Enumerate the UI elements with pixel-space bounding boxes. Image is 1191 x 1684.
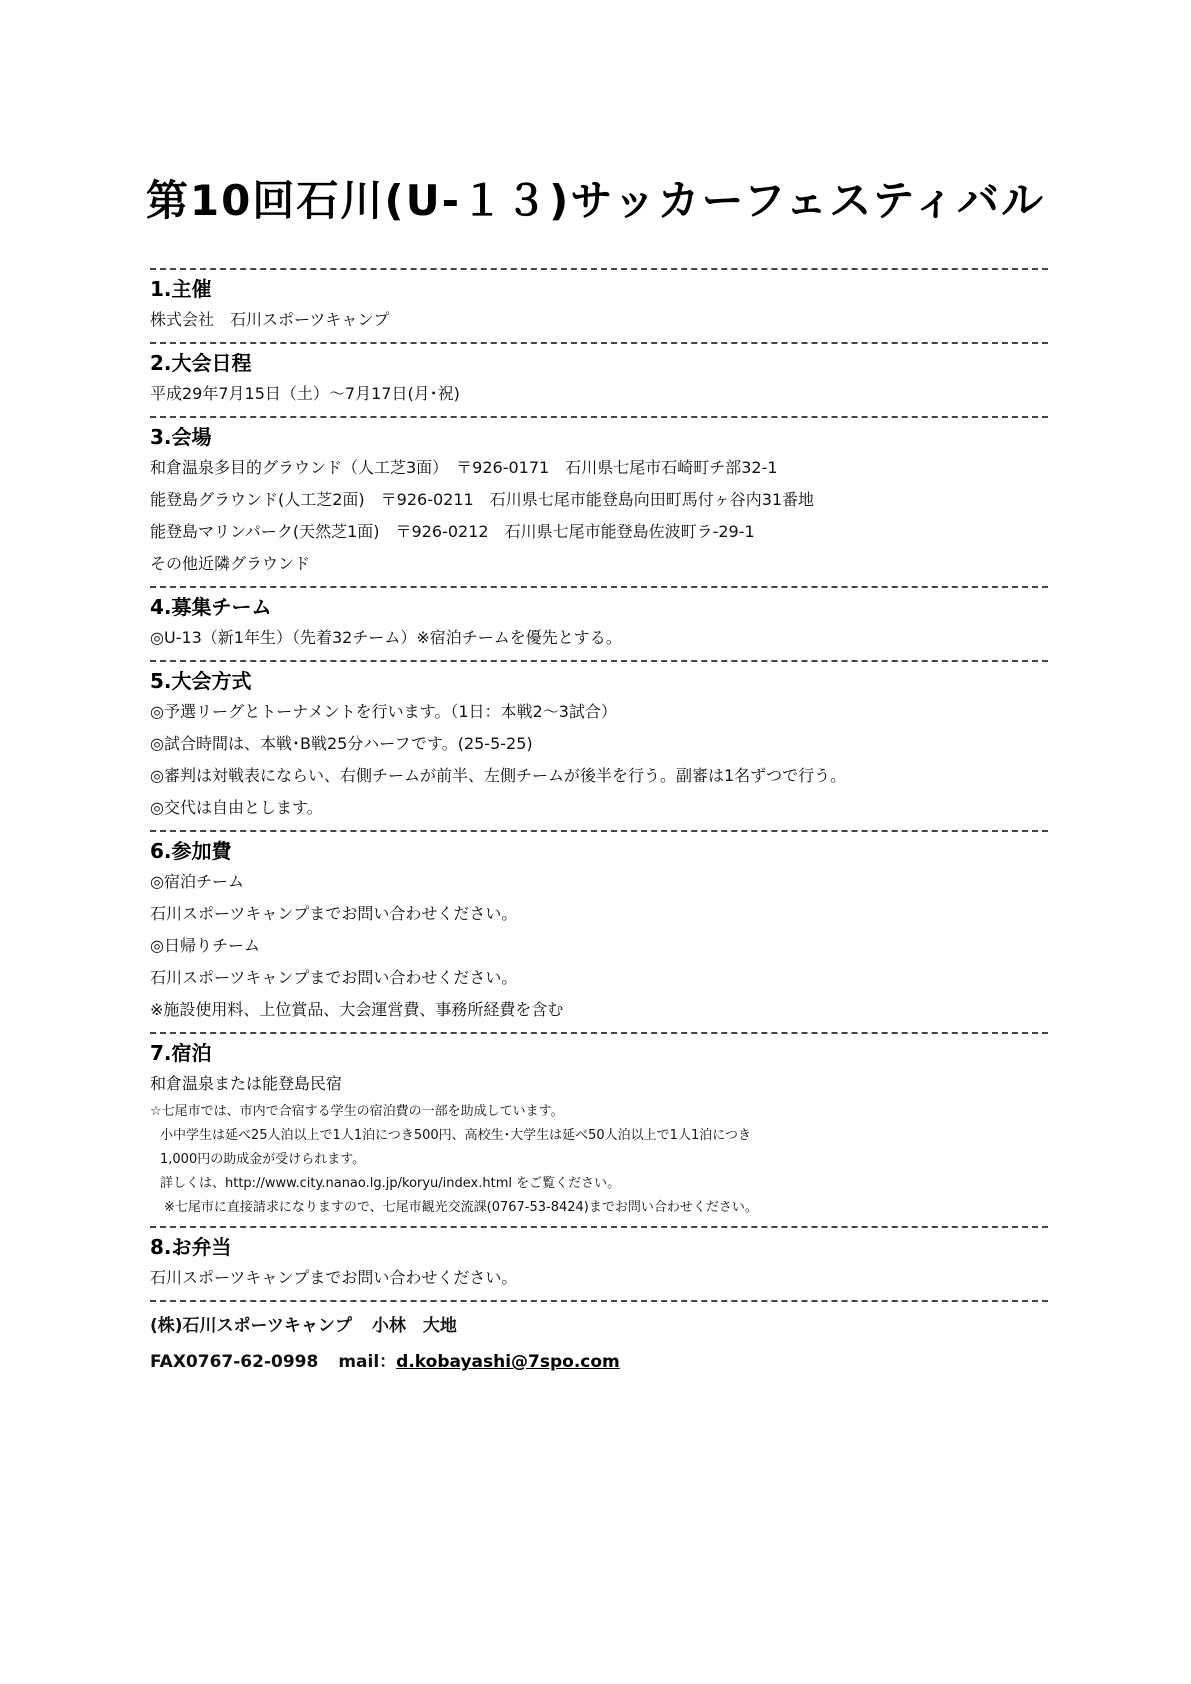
section-text: ◎U-13（新1年生）（先着32チーム）※宿泊チームを優先とする。 <box>150 628 622 647</box>
section-text: 株式会社 石川スポーツキャンプ <box>150 310 390 329</box>
section-venue <box>150 416 1048 580</box>
section-heading: 6.参加費 <box>150 839 232 863</box>
lodging-note: ☆七尾市では、市内で合宿する学生の宿泊費の一部を助成しています。 <box>150 1104 564 1119</box>
lodging-note: ※七尾市に直接請求になりますので、七尾市観光交流課(0767-53-8424)までお問い合わせください。 <box>164 1200 758 1215</box>
section-organizer <box>150 268 1048 336</box>
email-link[interactable]: d.kobayashi@7spo.com <box>396 1352 620 1372</box>
fax-number: FAX0767-62-0998 <box>150 1352 319 1372</box>
section-heading: 1.主催 <box>150 277 212 301</box>
section-text: 和倉温泉多目的グラウンド（人工芝3面） 〒926-0171 石川県七尾市石崎町チ部32-1 <box>150 458 778 477</box>
section-text: ◎日帰りチーム <box>150 936 260 955</box>
section-format <box>150 660 1048 824</box>
section-fee <box>150 830 1048 1026</box>
section-schedule <box>150 342 1048 410</box>
lodging-note: 小中学生は延べ25人泊以上で1人1泊につき500円、高校生･大学生は延べ50人泊以上で1人1泊につき <box>160 1128 751 1143</box>
section-heading: 7.宿泊 <box>150 1041 212 1065</box>
section-heading: 2.大会日程 <box>150 351 252 375</box>
section-text: その他近隣グラウンド <box>150 554 311 573</box>
lodging-note: 1,000円の助成金が受けられます。 <box>160 1152 366 1167</box>
section-heading: 8.お弁当 <box>150 1235 232 1259</box>
section-text: 石川スポーツキャンプまでお問い合わせください。 <box>150 968 518 987</box>
contact-footer <box>150 1300 1048 1380</box>
section-text: ◎試合時間は、本戦･B戦25分ハーフです。(25-5-25) <box>150 734 533 753</box>
contact-name-row <box>150 1308 1048 1344</box>
section-lunch <box>150 1226 1048 1294</box>
section-text: ◎宿泊チーム <box>150 872 244 891</box>
section-teams <box>150 586 1048 654</box>
document-body <box>150 268 1048 1380</box>
section-text: ※施設使用料、上位賞品、大会運営費、事務所経費を含む <box>150 1000 564 1019</box>
section-heading: 4.募集チーム <box>150 595 272 619</box>
section-text: 能登島グラウンド(人工芝2面) 〒926-0211 石川県七尾市能登島向田町馬付ヶ谷内31番地 <box>150 490 815 509</box>
document-title: 第10回石川(U-１３)サッカーフェスティバル <box>145 176 1046 225</box>
contact-person: 小林 大地 <box>371 1316 457 1336</box>
section-text: 石川スポーツキャンプまでお問い合わせください。 <box>150 904 518 923</box>
section-text: 能登島マリンパーク(天然芝1面) 〒926-0212 石川県七尾市能登島佐波町ラ-29-1 <box>150 522 755 541</box>
section-lodging <box>150 1032 1048 1220</box>
section-text: 和倉温泉または能登島民宿 <box>150 1074 343 1093</box>
section-heading: 5.大会方式 <box>150 669 252 693</box>
lodging-note: 詳しくは、http://www.city.nanao.lg.jp/koryu/index.html をご覧ください。 <box>160 1176 621 1191</box>
section-text: 石川スポーツキャンプまでお問い合わせください。 <box>150 1268 518 1287</box>
company-name: (株)石川スポーツキャンプ <box>150 1316 352 1336</box>
section-text: ◎交代は自由とします。 <box>150 798 323 817</box>
section-text: ◎予選リーグとトーナメントを行います。（1日：本戦2～3試合） <box>150 702 617 721</box>
section-text: ◎審判は対戦表にならい、右側チームが前半、左側チームが後半を行う。副審は1名ずつで行う。 <box>150 766 847 785</box>
contact-details-row <box>150 1344 1048 1380</box>
section-text: 平成29年7月15日（土）～7月17日(月･祝) <box>150 384 460 403</box>
mail-label: mail： <box>338 1352 397 1372</box>
section-heading: 3.会場 <box>150 425 212 449</box>
